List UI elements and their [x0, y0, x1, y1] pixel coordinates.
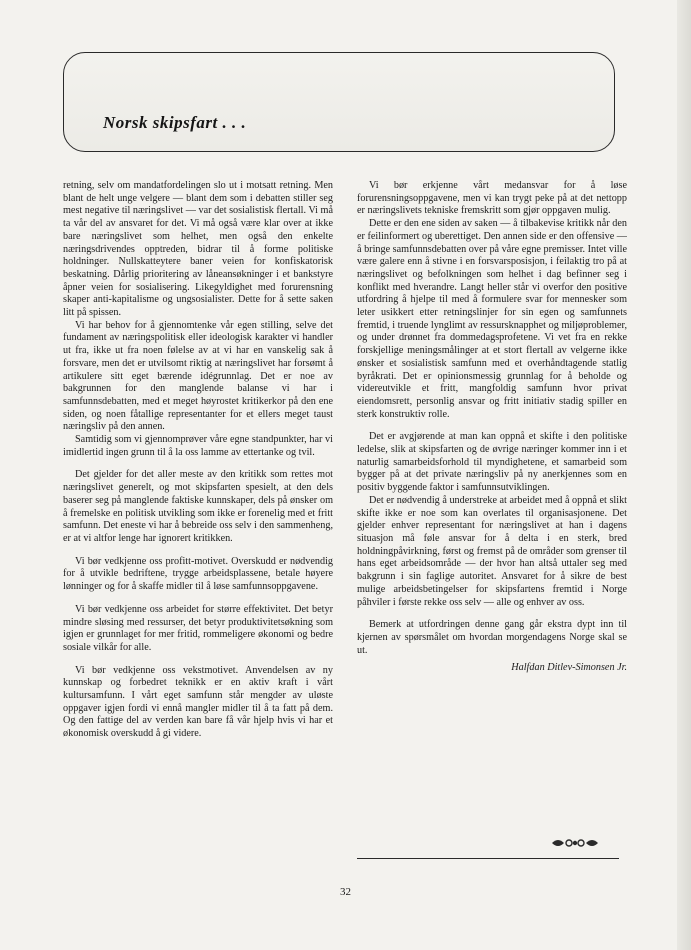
paragraph: Bemerk at utfordringen denne gang går ekstra dypt inn til kjernen av spørsmålet om hvordan morgendagens Norge skal se ut. — [357, 619, 627, 656]
page-title: Norsk skipsfart . . . — [103, 113, 247, 132]
right-column — [357, 180, 627, 675]
paragraph: Det gjelder for det aller meste av den kritikk som rettes mot næringslivet generelt, og mot skipsfarten spesielt, at den dels baserer seg på manglende faktiske kunnskaper, dels på ønsker om å fremelske en politisk utvikling som ikke er forenelig med et fritt samfunn. Det eneste vi har å bebreide oss selv i den sammenheng, er at vi altfor lenge har ignorert kritikken. — [63, 469, 333, 544]
paragraph: retning, selv om mandatfordelingen slo ut i motsatt retning. Men blant de helt unge velgere — blant dem som i debatten stiller seg mest negative til næringslivet — var det sosialistisk flertall. Vi må ta vår del av ansvaret for det. Vi må også være klar over at ikke bare næringslivet som helhet, men også den enkelte næringsdrivendes opptreden, bidrar til å forme politiske holdninger. Nullskatteytere baner veien for konfiskatorisk beskatning. Dårlig prioritering av låneansøkninger i et bankstyre åpner veien for sosialisering. Likegyldighet med forurensning skaper anti-kapitalisme og ungsosialister. Dette for å sette saken litt på spissen. — [63, 180, 333, 319]
paragraph: Vi bør vedkjenne oss arbeidet for større effektivitet. Det betyr mindre sløsing med ressurser, det betyr produktivitetsøkning som igjen er grunnlaget for mer fritid, rommeligere økonomi og bedre sosiale vilkår for alle. — [63, 603, 333, 653]
paragraph: Vi bør vedkjenne oss profitt-motivet. Overskudd er nødvendig for å utvikle bedriftene, trygge arbeidsplassene, betale høyere lønninger og for å skaffe midler til å løse samfunnsoppgavene. — [63, 555, 333, 593]
paragraph: Vi har behov for å gjennomtenke vår egen stilling, selve det fundament av næringspolitisk eller ideologisk karakter vi handler ut fra, ikke ut fra noen følelse av at vi har en vanskelig sak å forsvare, men det er utvilsomt riktig at næringslivet har forsømt å artikulere sitt eget bærende idégrunnlag. Det er noe av bakgrunnen for den manglende balanse vi har i samfunnsdebatten, med et meget høyrostet kritikerkor på den ene siden, og noen fåtallige representanter for et ellers meget taust næringsliv på den annen. — [63, 319, 333, 433]
paragraph: Vi bør vedkjenne oss vekstmotivet. Anvendelsen av ny kunnskap og forbedret teknikk er en aktiv kraft i vårt kultursamfunn. I vårt eget samfunn står mengder av uløste oppgaver igjen fordi vi ennå mangler midler til å ta fatt på dem. Og den fattige del av verden kan bare få vår hjelp hvis vi har et økonomisk overskudd å gi videre. — [63, 664, 333, 740]
ornament-icon — [550, 836, 600, 850]
paragraph: Samtidig som vi gjennomprøver våre egne standpunkter, har vi imidlertid ingen grunn til å la oss lamme av ettertanke og tvil. — [63, 434, 333, 458]
left-column — [63, 180, 333, 741]
paragraph: Vi bør erkjenne vårt medansvar for å løse forurensningsoppgavene, men vi kan trygt peke på at det nettopp er næringslivets tekniske fremskritt som gjør oppgaven mulig. — [357, 180, 627, 217]
header-box — [63, 52, 615, 152]
page-number: 32 — [340, 886, 351, 898]
horizontal-rule — [357, 858, 619, 859]
paragraph: Det er avgjørende at man kan oppnå et skifte i den politiske ledelse, slik at skipsfarten og de øvrige næringer kommer inn i et naturlig samarbeidsforhold til myndighetene, et samarbeid som bygger på at det private næringsliv på ny anerkjennes som en positiv byggende faktor i samfunnsutviklingen. — [357, 431, 627, 494]
author-signature: Halfdan Ditlev-Simonsen Jr. — [511, 662, 627, 674]
page-edge-shadow — [677, 0, 691, 950]
paragraph: Dette er den ene siden av saken — å tilbakevise kritikk når den er feilinformert og uberettiget. Den annen side er den offensive — å bringe samfunnsdebatten over på våre egne premisser. Intet ville være galere enn å stivne i en forsvarsposisjon, i feilaktig tro på at næringslivet og befolkningen som helhet i dag befinner seg i konflikt med hverandre. Langt heller står vi overfor den positive utfordring å hjelpe til med å formulere svar for mennesker som leter usikkert etter retningslinjer for sin egen og samfunnets fremtid, i truende lynglimt av ressursknapphet og miljøproblemer, og under drønnet fra dommedagsprofetene. Vi vet fra en rekke forskjellige meningsmålinger at et stort flertall av velgerne ikke ønsker et sosialistisk samfunn med et overhåndtagende statlig byråkrati. Det er opinionsmessig grunnlag for å beholde og videreutvikle et fritt, mangfoldig samfunn hvor privat eiendomsrett, personlig ansvar og fritt initiativ stadig spiller en sterk konstruktiv rolle. — [357, 218, 627, 420]
paragraph: Det er nødvendig å understreke at arbeidet med å oppnå et slikt skifte ikke er noe som kan overlates til organisasjonene. Det gjelder enhver representant for næringslivet at han i dagens situasjon må føle ansvar for å delta i en sterk, bred holdningpåvirkning, først og fremst på de områder som grenser til hans eget arbeidsområde — der hvor han altså uttaler seg med bakgrunn i sin faglige autoritet. Ansvaret for å sikre de best mulige arbeidsbetingelser for skipsfartens fremtid i Norge påhviler i første rekke oss selv — alle og enhver av oss. — [357, 494, 627, 608]
